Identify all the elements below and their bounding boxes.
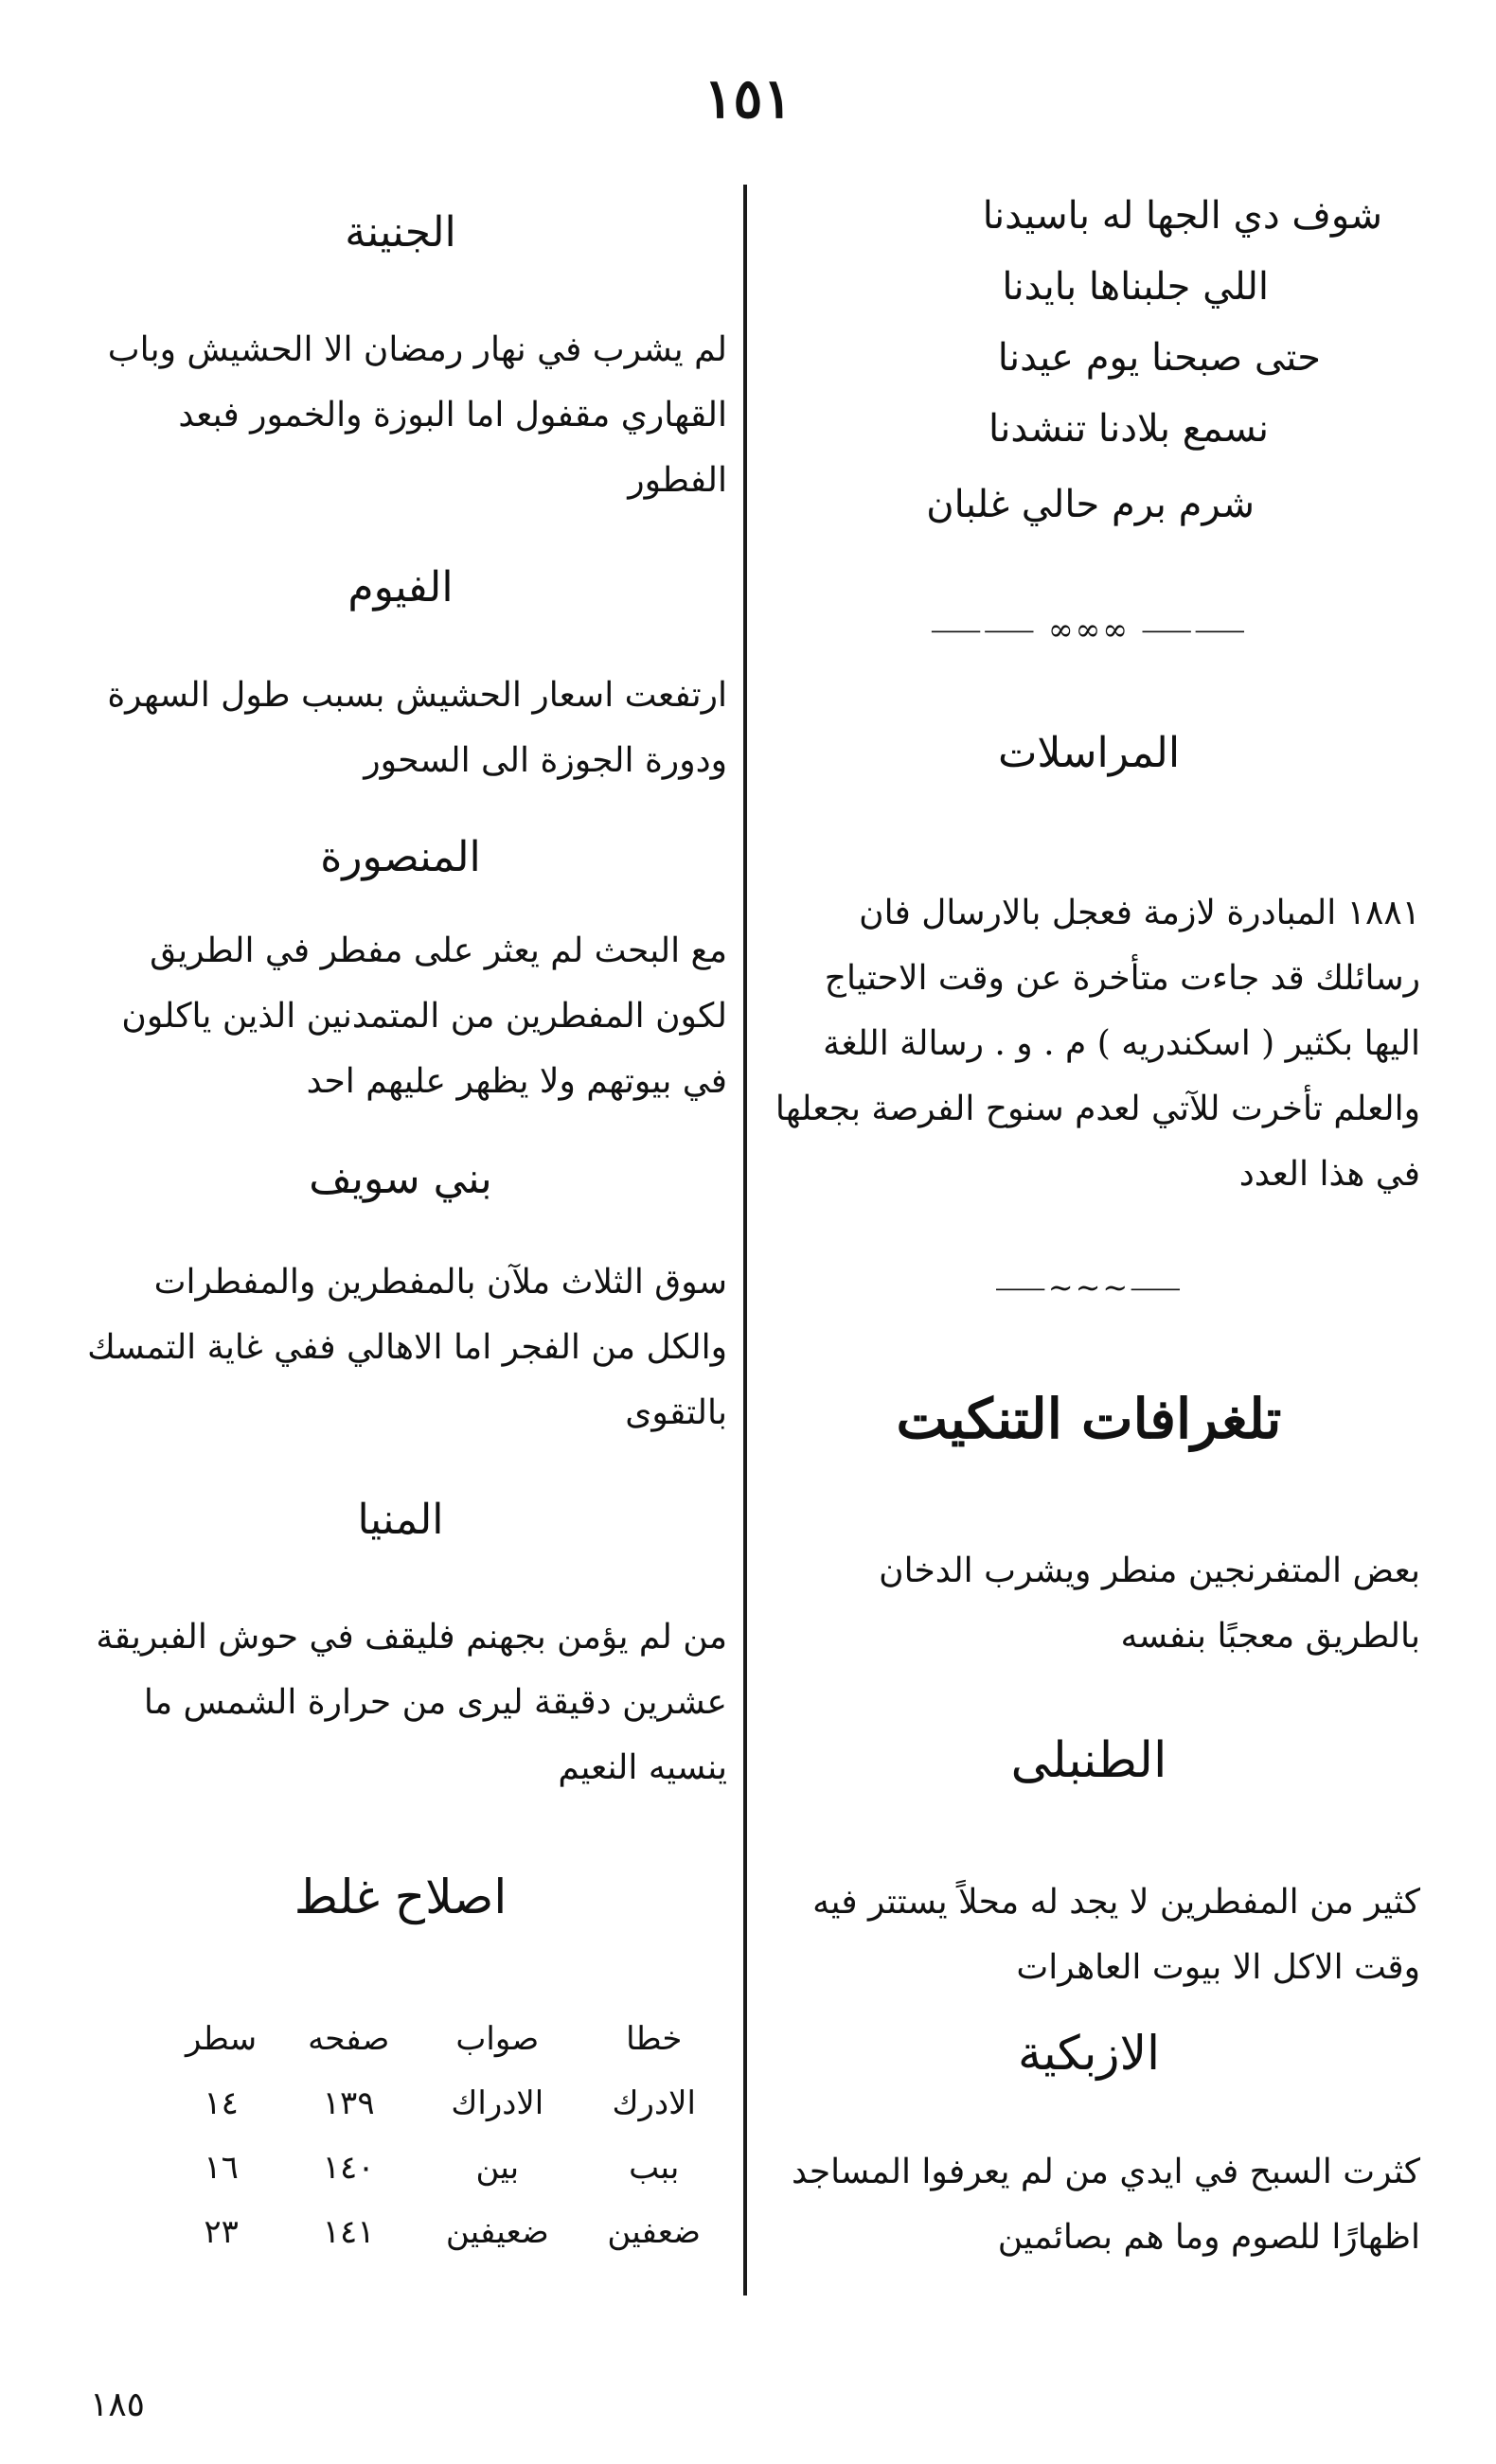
errata-col-wrong: خطا: [626, 2020, 683, 2058]
minya-heading: المنيا: [357, 1496, 444, 1544]
column-divider: [743, 185, 747, 2296]
telegrams-text: بعض المتفرنجين منطر ويشرب الدخان بالطريق معجبًا بنفسه: [879, 1551, 1420, 1656]
fayoum-heading: الفيوم: [347, 563, 454, 612]
errata-cell: الادرك: [612, 2084, 696, 2122]
tanbali-text: كثير من المفطرين لا يجد له محلاً يستتر فيه وقت الاكل الا بيوت العاهرات: [812, 1883, 1420, 1987]
table-row: [161, 2136, 729, 2200]
tanbali-heading: الطنبلى: [1010, 1732, 1167, 1789]
errata-col-page: صفحه: [308, 2020, 390, 2058]
geneina-heading: الجنينة: [345, 208, 456, 257]
errata-table: [161, 2007, 729, 2264]
page-number-bottom: ١٨٥: [90, 2385, 146, 2424]
azbakiya-heading: الازبكية: [1018, 2026, 1160, 2081]
errata-cell: ضعيفين: [445, 2213, 549, 2251]
poem-line: نسمع بلادنا تنشدنا: [988, 407, 1269, 451]
errata-cell: ٢٣: [204, 2213, 239, 2251]
errata-col-correct: صواب: [455, 2020, 540, 2058]
mansoura-heading: المنصورة: [320, 833, 481, 881]
mansoura-text: مع البحث لم يعثر على مفطر في الطريق لكون المفطرين من المتمدنين الذين ياكلون في بيوتهم ولا يظهر عليهم احد: [121, 931, 727, 1101]
minya-text: من لم يؤمن بجهنم فليقف في حوش الفبريقة عشرين دقيقة ليرى من حرارة الشمس ما ينسيه النعيم: [96, 1618, 727, 1787]
errata-cell: ببب: [629, 2149, 680, 2187]
right-column: [757, 0, 1420, 2464]
errata-heading: اصلاح غلط: [294, 1870, 508, 1924]
errata-header-row: [161, 2007, 729, 2071]
azbakiya-text: كثرت السبح في ايدي من لم يعرفوا المساجد اظهارًا للصوم وما هم بصائمين: [791, 2153, 1420, 2257]
errata-cell: ١٣٩: [322, 2084, 375, 2122]
poem-line: اللي جلبناها بايدنا: [1002, 265, 1269, 309]
correspondence-ornament: ⸺∽∽∽⸺: [994, 1269, 1184, 1305]
beni-suef-heading: بني سويف: [309, 1155, 492, 1203]
poem-ornament: ⸺⸺ ∞∞∞ ⸺⸺: [930, 612, 1248, 647]
correspondence-text: ١٨٨١ المبادرة لازمة فعجل بالارسال فان رسائلك قد جاءت متأخرة عن وقت الاحتياج اليها بكثير ( اسكندريه ) م . و . رسالة اللغة والعلم تأخرت للآتي لعدم سنوح الفرصة بجعلها في هذا العدد: [775, 894, 1420, 1194]
poem-line: شرم برم حالي غلبان: [926, 483, 1255, 526]
errata-cell: ١٤١: [322, 2213, 375, 2251]
beni-suef-text: سوق الثلاث ملآن بالمفطرين والمفطرات والكل من الفجر اما الاهالي ففي غاية التمسك بالتقوى: [87, 1263, 727, 1432]
poem-line: حتى صبحنا يوم عيدنا: [997, 336, 1321, 380]
telegrams-heading: تلغرافات التنكيت: [896, 1387, 1282, 1451]
errata-cell: ضعفين: [607, 2213, 702, 2251]
errata-cell: ١٤٠: [322, 2149, 375, 2187]
geneina-text: لم يشرب في نهار رمضان الا الحشيش وباب القهاري مقفول اما البوزة والخمور فبعد الفطور: [107, 330, 727, 500]
errata-cell: الادراك: [451, 2084, 544, 2122]
fayoum-text: ارتفعت اسعار الحشيش بسبب طول السهرة ودورة الجوزة الى السحور: [107, 676, 727, 780]
errata-cell: بين: [475, 2149, 520, 2187]
errata-col-line: سطر: [186, 2020, 258, 2058]
errata-cell: ١٦: [204, 2149, 239, 2187]
table-row: [161, 2071, 729, 2136]
errata-cell: ١٤: [204, 2084, 239, 2122]
poem-line: شوف دي الجها له باسيدنا: [982, 194, 1382, 238]
table-row: [161, 2200, 729, 2264]
page-number-top: ١٥١: [703, 66, 793, 131]
correspondence-heading: المراسلات: [997, 729, 1181, 777]
